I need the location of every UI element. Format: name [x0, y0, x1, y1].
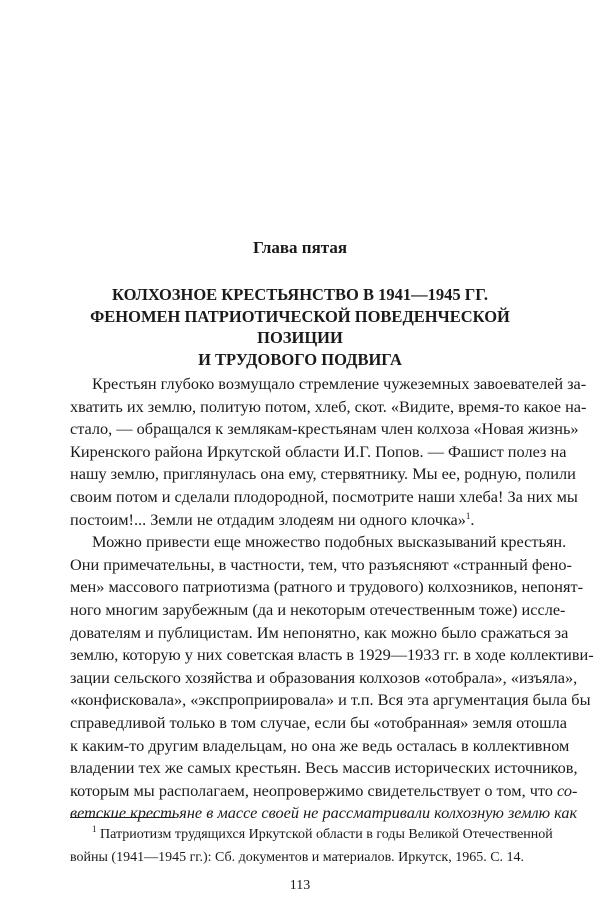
line-text: которым мы располагаем, неопровержимо свидетельствует о том, что	[70, 780, 553, 800]
body-text	[70, 373, 594, 825]
body-line: нашу землю, приглянулась она ему, стервятнику. Мы ее, родную, полили	[70, 464, 576, 484]
body-line: справедливой только в том случае, если бы «отобранная» земля отошла	[70, 712, 568, 732]
italic-text: со-	[557, 780, 578, 800]
footnote-ref[interactable]: 1	[465, 510, 471, 521]
line-text: постоим!... Земли не отдадим злодеям ни одного клочка»	[70, 509, 466, 529]
body-line: землю, которую у них советская власть в 1929—1933 гг. в ходе коллективи-	[70, 645, 594, 665]
page-number: 113	[289, 878, 311, 893]
body-line: своим потом и сделали плодородной, посмотрите наши хлеба! За них мы	[70, 486, 578, 506]
footnote-text: Патриотизм трудящихся Иркутской области в годы Великой Отечественной	[100, 827, 553, 842]
title-line: ФЕНОМЕН ПАТРИОТИЧЕСКОЙ ПОВЕДЕНЧЕСКОЙ ПОЗИЦИИ	[90, 306, 510, 347]
body-line-italic: ветские крестьяне в массе своей не рассматривали колхозную землю как	[70, 803, 578, 823]
paragraph-1	[70, 373, 587, 531]
paragraph-2	[70, 531, 594, 780]
body-line: хватить их землю, политую потом, хлеб, скот. «Видите, время-то какое на-	[70, 396, 587, 416]
body-line: Можно привести еще множество подобных высказываний крестьян.	[92, 532, 567, 552]
body-line: владении тех же самых крестьян. Весь массив исторических источников,	[70, 758, 578, 778]
body-line: Киренского района Иркутской области И.Г. Попов. — Фашист полез на	[70, 441, 567, 461]
chapter-label: Глава пятая	[252, 238, 348, 257]
body-line: ного многим зарубежным (да и некоторым отечественным тоже) иссле-	[70, 599, 566, 619]
title-line: И ТРУДОВОГО ПОДВИГА	[198, 349, 402, 369]
body-line: дователям и публицистам. Им непонятно, как можно было сражаться за	[70, 622, 569, 642]
body-line: Они примечательны, в частности, тем, что разъясняют «странный фено-	[70, 554, 572, 574]
footnote	[70, 824, 553, 869]
footnote-divider	[70, 817, 175, 818]
body-line: «конфисковала», «экспроприировала» и т.п. Вся эта аргументация была бы	[70, 690, 591, 710]
body-line: стало, — обращался к землякам-крестьянам член колхоза «Новая жизнь»	[70, 419, 579, 439]
footnote-line	[70, 824, 553, 847]
body-line	[70, 780, 578, 803]
body-line: зации сельского хозяйства и образования колхозов «отобрала», «изъяла»,	[70, 667, 578, 687]
body-line: Крестьян глубоко возмущало стремление чужеземных завоевателей за-	[92, 374, 587, 393]
footnote-line: войны (1941—1945 гг.): Сб. документов и материалов. Иркутск, 1965. С. 14.	[70, 849, 525, 865]
footnote-mark: 1	[92, 824, 97, 834]
chapter-title	[60, 284, 540, 370]
body-line: постоим!... Земли не отдадим злодеям ни одного клочка»$^1$.	[70, 509, 475, 529]
title-line: КОЛХОЗНОЕ КРЕСТЬЯНСТВО В 1941—1945 ГГ.	[112, 285, 488, 304]
body-line: к каким-то другим владельцам, но она же ведь осталась в коллективном	[70, 735, 570, 755]
body-line: мен» массового патриотизма (ратного и трудового) колхозников, непонят-	[70, 577, 584, 597]
